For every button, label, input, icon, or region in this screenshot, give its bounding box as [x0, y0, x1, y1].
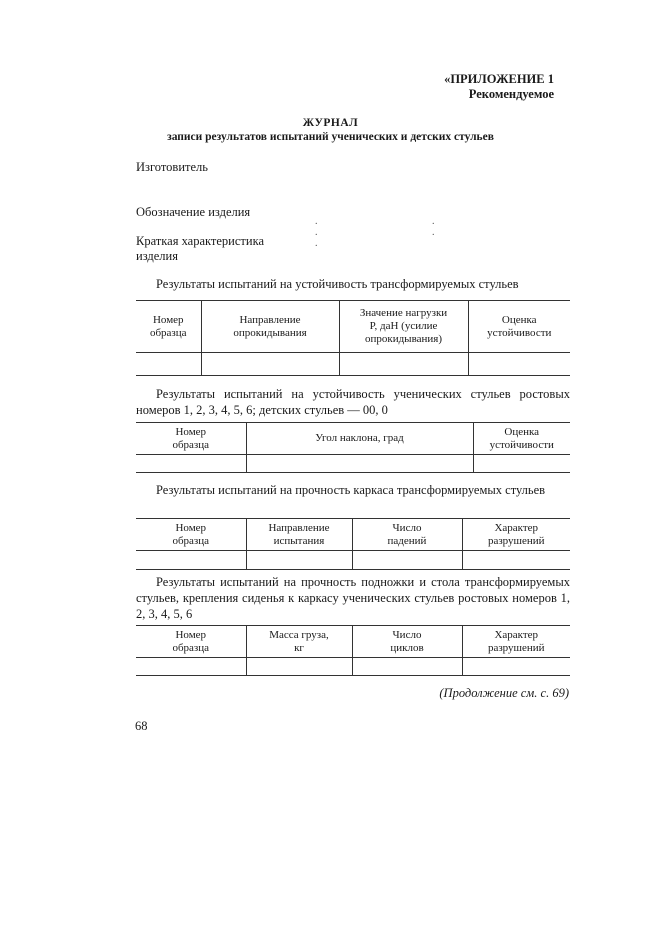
header-cell: Число циклов [352, 626, 462, 658]
section-2-caption: Результаты испытаний на устойчивость ученических стульев ростовых номеров 1, 2, 3, 4, 5, 6; детских стульев — 00, 0 [136, 387, 570, 417]
section-1-caption: Результаты испытаний на устойчивость трансформируемых стульев [156, 277, 519, 291]
header-cell: Направление опрокидывания [201, 301, 339, 353]
header-cell: Число падений [352, 519, 462, 551]
designation-dots: . . . . . [315, 216, 491, 249]
empty-cell [352, 658, 462, 676]
empty-cell [246, 455, 473, 473]
table-stability-school [136, 422, 570, 473]
empty-cell [462, 658, 570, 676]
empty-cell [201, 353, 339, 376]
empty-cell [246, 658, 352, 676]
header-cell: Номер образца [136, 519, 246, 551]
empty-cell [473, 455, 570, 473]
header-cell: Характер разрушений [462, 626, 570, 658]
header-cell: Оценка устойчивости [468, 301, 570, 353]
empty-cell [136, 551, 246, 570]
manufacturer-label: Изготовитель [136, 160, 208, 174]
continuation-note: (Продолжение см. с. 69) [439, 686, 569, 700]
empty-cell [462, 551, 570, 570]
empty-cell [468, 353, 570, 376]
header-cell: Значение нагрузки P, даН (усилие опрокидывания) [339, 301, 468, 353]
appendix-header [444, 72, 554, 102]
journal-title: ЖУРНАЛ [302, 117, 359, 129]
table-stability-transformable [136, 300, 570, 376]
empty-cell [136, 455, 246, 473]
header-cell: Номер образца [136, 301, 201, 353]
empty-cell [339, 353, 468, 376]
table-frame-strength [136, 518, 570, 570]
section-4-caption: Результаты испытаний на прочность подножки и стола трансформируемых стульев, крепления сиденья к каркасу ученических стульев ростовых номеров 1, 2, 3, 4, 5, 6 [136, 575, 570, 621]
header-cell: Номер образца [136, 626, 246, 658]
appendix-title: «ПРИЛОЖЕНИЕ 1 [444, 72, 554, 86]
brief-label-line2: изделия [136, 249, 178, 263]
table-footrest-strength [136, 625, 570, 676]
header-cell: Оценка устойчивости [473, 423, 570, 455]
section-3-caption: Результаты испытаний на прочность каркаса трансформируемых стульев [156, 483, 546, 497]
appendix-note: Рекомендуемое [468, 87, 554, 101]
header-cell: Масса груза, кг [246, 626, 352, 658]
empty-cell [136, 658, 246, 676]
empty-cell [246, 551, 352, 570]
header-cell: Номер образца [136, 423, 246, 455]
designation-label: Обозначение изделия [136, 205, 251, 219]
header-cell: Угол наклона, град [246, 423, 473, 455]
header-cell: Характер разрушений [462, 519, 570, 551]
page-number: 68 [135, 719, 148, 733]
empty-cell [136, 353, 201, 376]
header-cell: Направление испытания [246, 519, 352, 551]
brief-label-line1: Краткая характеристика [136, 234, 265, 248]
journal-subtitle: записи результатов испытаний ученических и детских стульев [167, 131, 494, 143]
empty-cell [352, 551, 462, 570]
